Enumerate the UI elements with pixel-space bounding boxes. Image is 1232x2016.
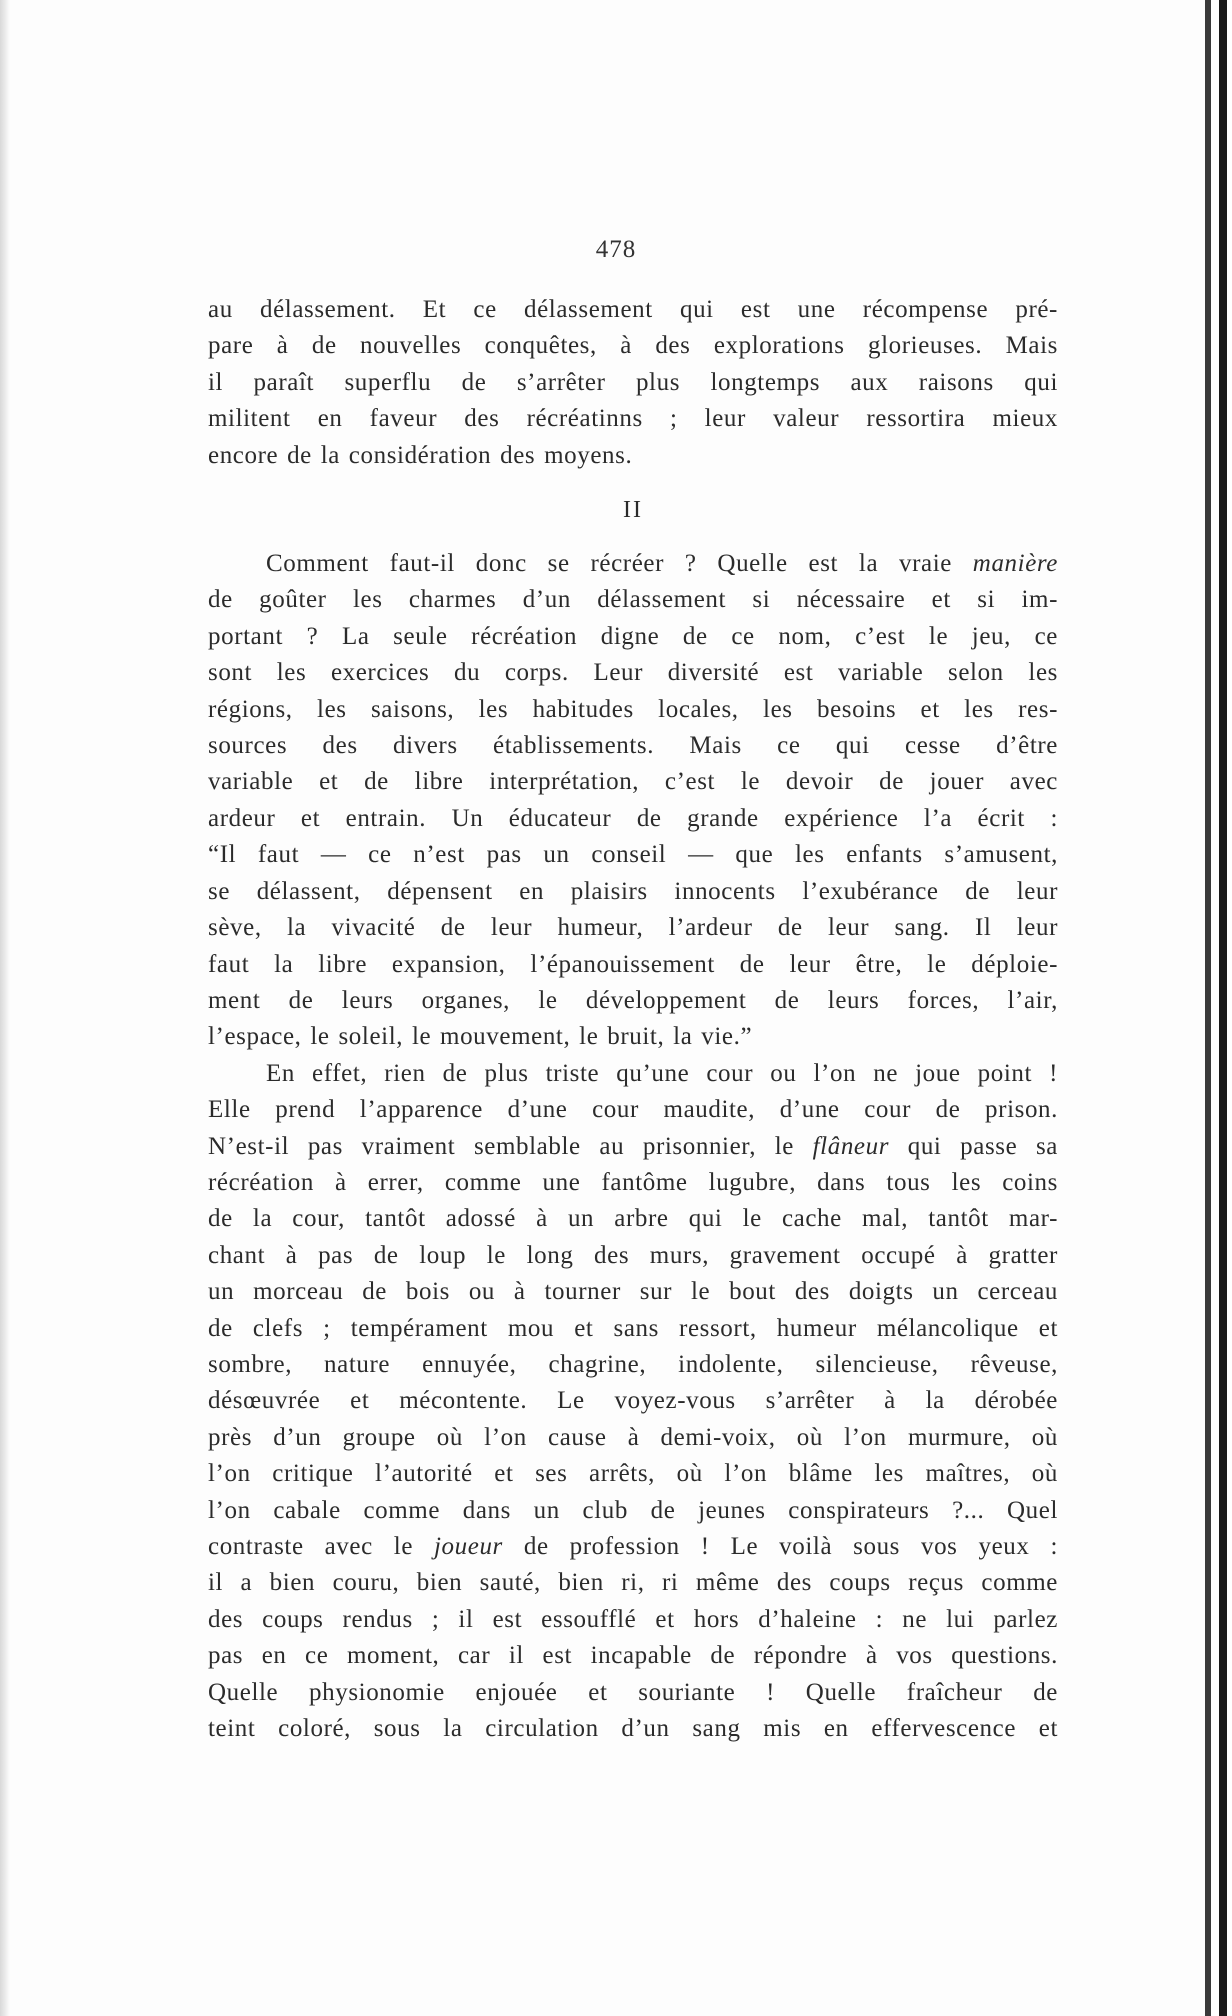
italic-word: joueur [434,1533,503,1560]
text-line: il a bien couru, bien sauté, bien ri, ri même des coups reçus comme [208,1569,1058,1597]
text-line: l’on critique l’autorité et ses arrêts, où l’on blâme les maîtres, où [208,1460,1058,1488]
paragraph-1 [208,292,1058,474]
text-line: de la cour, tantôt adossé à un arbre qui le cache mal, tantôt mar- [208,1205,1058,1233]
text-line: teint coloré, sous la circulation d’un sang mis en effervescence et [208,1715,1058,1743]
text-line: désœuvrée et mécontente. Le voyez-vous s’arrêter à la dérobée [208,1387,1058,1415]
text-line: militent en faveur des récréatinns ; leur valeur ressortira mieux [208,405,1058,433]
text-line: des coups rendus ; il est essoufflé et hors d’haleine : ne lui parlez [208,1605,1058,1633]
text-line: chant à pas de loup le long des murs, gravement occupé à gratter [208,1241,1058,1269]
text-line: pas en ce moment, car il est incapable de répondre à vos questions. [208,1642,1058,1670]
scan-border [1205,0,1232,2016]
text-line: de clefs ; tempérament mou et sans ressort, humeur mélancolique et [208,1314,1058,1342]
text-line: pare à de nouvelles conquêtes, à des explorations glorieuses. Mais [208,332,1058,360]
paragraph-3 [208,1056,1058,1748]
text-line: un morceau de bois ou à tourner sur le bout des doigts un cerceau [208,1278,1058,1306]
text-line: sève, la vivacité de leur humeur, l’ardeur de leur sang. Il leur [208,914,1058,942]
text-line: l’on cabale comme dans un club de jeunes conspirateurs ?... Quel [208,1496,1058,1524]
italic-word: manière [972,550,1058,578]
text-line: Elle prend l’apparence d’une cour maudite, d’une cour de prison. [208,1096,1058,1124]
page-edge-shadow [0,0,10,2016]
italic-word: flâneur [812,1132,890,1160]
text-line: au délassement. Et ce délassement qui est une récompense pré- [208,296,1058,323]
text-line [208,546,1058,582]
text-line: Quelle physionomie enjouée et souriante ! Quelle fraîcheur de [208,1678,1058,1706]
section-heading: II [623,497,643,524]
text-line: faut la libre expansion, l’épanouissement de leur être, le déploie- [208,950,1058,978]
text-line: variable et de libre interprétation, c’est le devoir de jouer avec [208,768,1058,796]
text-line: de goûter les charmes d’un délassement si nécessaire et si im- [208,586,1058,614]
text-line: ment de leurs organes, le développement de leurs forces, l’air, [208,986,1058,1014]
text-line: l’espace, le soleil, le mouvement, le bruit, la vie.” [208,1023,753,1051]
text-line: près d’un groupe où l’on cause à demi-voix, où l’on murmure, où [208,1423,1058,1451]
text-line: En effet, rien de plus triste qu’une cour ou l’on ne joue point ! [266,1059,1058,1087]
text-line [208,1129,1058,1165]
text-span: contraste avec le [208,1533,434,1560]
text-line: ardeur et entrain. Un éducateur de grande expérience l’a écrit : [208,804,1058,832]
text-line: encore de la considération des moyens. [208,441,633,469]
text-line: se délassent, dépensent en plaisirs innocents l’exubérance de leur [208,877,1058,905]
text-span: N’est-il pas vraiment semblable au prisonnier, le [208,1132,813,1160]
text-line: sombre, nature ennuyée, chagrine, indolente, silencieuse, rêveuse, [208,1350,1058,1378]
text-span: Comment faut-il donc se récréer ? Quelle est la vraie [266,550,973,578]
text-line: sont les exercices du corps. Leur diversité est variable selon les [208,659,1058,687]
text-span: de profession ! Le voilà sous vos yeux : [502,1533,1058,1560]
text-line: régions, les saisons, les habitudes locales, les besoins et les res- [208,695,1058,723]
text-line: il paraît superflu de s’arrêter plus longtemps aux raisons qui [208,368,1058,396]
body-text [208,292,1058,1747]
text-line [208,1529,1058,1565]
text-line: sources des divers établissements. Mais ce qui cesse d’être [208,732,1058,760]
paragraph-2 [208,546,1058,1056]
page-number: 478 [595,236,637,263]
text-line: portant ? La seule récréation digne de ce nom, c’est le jeu, ce [208,622,1058,650]
text-line: “Il faut — ce n’est pas un conseil — que les enfants s’amusent, [208,841,1058,869]
text-line: récréation à errer, comme une fantôme lugubre, dans tous les coins [208,1168,1058,1196]
text-span: qui passe sa [889,1132,1058,1160]
